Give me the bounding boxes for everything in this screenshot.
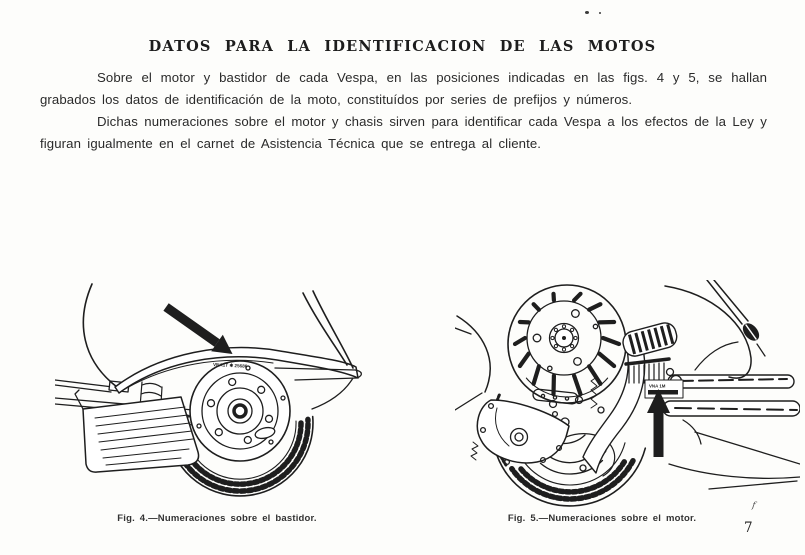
page-number: 7 bbox=[744, 520, 753, 536]
chassis-serial-marking: VNA1T ✱ 25686 bbox=[212, 362, 248, 369]
arrow-marker-icon bbox=[163, 303, 232, 354]
paragraph-2: Dichas numeraciones sobre el motor y chasis sirven para identificar cada Vespa a los efectos de la Ley y figuran igualmente en el carnet de Asistencia Técnica que se entrega al cliente. bbox=[40, 114, 767, 151]
body-panel-outline bbox=[83, 284, 117, 387]
paragraph-1: Sobre el motor y bastidor de cada Vespa, en las posiciones indicadas en las figs. 4 y 5, se hallan grabados los datos de identificación de la moto, constituídos por series de prefijos y números. bbox=[40, 70, 767, 107]
figure-5-caption: Fig. 5.—Numeraciones sobre el motor. bbox=[507, 513, 697, 524]
kickstart-pedal bbox=[75, 390, 199, 472]
vespa-engine-drawing bbox=[455, 280, 800, 512]
figure-4-illustration bbox=[55, 281, 375, 511]
engine-serial-plate bbox=[645, 380, 683, 398]
engine-serial-prefix: VNA 1M bbox=[649, 383, 666, 389]
rear-wheel-hub bbox=[190, 361, 290, 461]
flywheel-fan bbox=[508, 285, 626, 404]
arrow-marker-icon bbox=[647, 389, 670, 457]
scan-speck bbox=[599, 12, 601, 14]
scan-speck: f bbox=[751, 500, 757, 512]
vespa-chassis-drawing bbox=[55, 281, 375, 511]
frame-tubes bbox=[663, 369, 800, 490]
stand-lever bbox=[707, 280, 765, 356]
page-title: DATOS PARA LA IDENTIFICACION DE LAS MOTOS bbox=[148, 38, 657, 55]
scan-speck bbox=[585, 11, 589, 14]
figure-4-caption: Fig. 4.—Numeraciones sobre el bastidor. bbox=[117, 513, 317, 524]
figure-5-illustration bbox=[455, 280, 800, 512]
body-text bbox=[40, 67, 767, 155]
